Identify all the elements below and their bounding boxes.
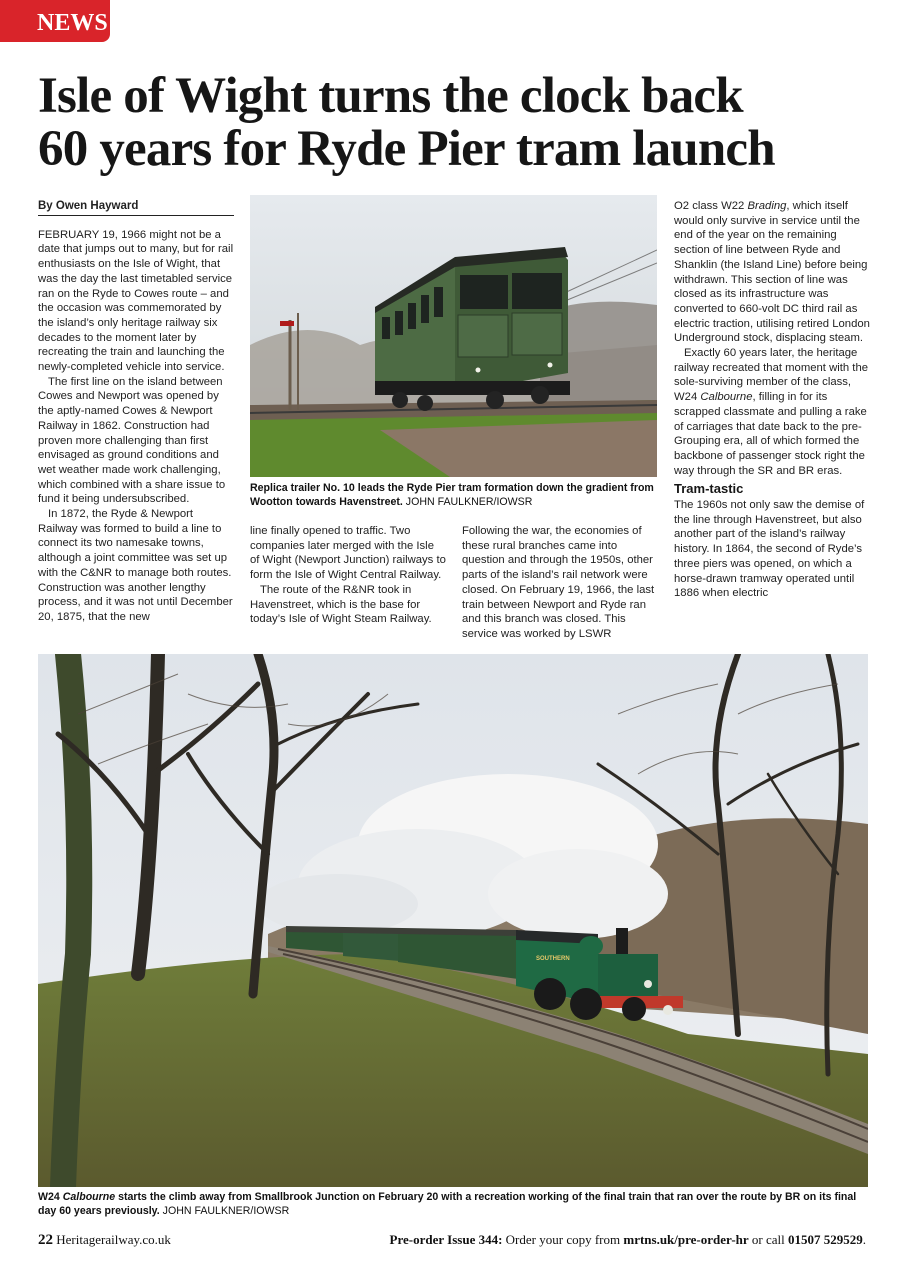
headline-line-2: 60 years for Ryde Pier tram launch (38, 121, 775, 177)
article-column-1 (38, 199, 234, 625)
tram-illustration (250, 195, 657, 477)
tram-photo (250, 195, 657, 477)
preorder-text: Order your copy from (505, 1232, 621, 1247)
page-number: 22 (38, 1232, 53, 1248)
photo-credit: JOHN FAULKNER/IOWSR (405, 496, 533, 509)
article-column-4 (674, 199, 870, 601)
footer-end: . (862, 1232, 866, 1247)
subheading: Tram-tastic (674, 481, 744, 497)
paragraph: Exactly 60 years later, the heritage railway recreated that moment with the sole-surviving member of the class, W24 Calbourne, filling in for its scrapped classmate and pulling a rake of carriages that date back to the pre-Grouping era, all of which formed the backbone of passenger stock right the way through the SR and BR eras. (674, 347, 869, 477)
article-column-3 (462, 524, 658, 642)
paragraph: The route of the R&NR took in Havenstreet, which is the base for today’s Isle of Wight Steam Railway. (250, 583, 432, 626)
paragraph: line finally opened to traffic. Two companies later merged with the Isle of Wight (Newport Junction) railways to form the Isle of Wight Central Railway. (250, 525, 446, 582)
paragraph: In 1872, the Ryde & Newport Railway was formed to build a line to connect its two namesake towns, although a joint committee was set up with the C&NR to manage both routes. Construction was another lengthy process, and it was not until December 20, 1875, that the new (38, 508, 233, 623)
call-text: or call (751, 1232, 785, 1247)
photo-credit: JOHN FAULKNER/IOWSR (162, 1205, 290, 1218)
paragraph: The 1960s not only saw the demise of the line through Havenstreet, but also another part of the island’s railway history. In 1864, the second of Ryde’s three piers was opened, on which a horse-drawn tramway operated until 1886 when electric (674, 499, 865, 600)
loco-lettering: SOUTHERN (536, 956, 570, 962)
loco-name: Calbourne (62, 1191, 116, 1203)
steam-train-illustration (38, 654, 868, 1187)
article-column-2 (250, 524, 446, 627)
website-name: Heritagerailway.co.uk (56, 1232, 171, 1247)
tram-photo-caption (250, 481, 660, 509)
paragraph: FEBRUARY 19, 1966 might not be a date that jumps out to many, but for rail enthusiasts on the Isle of Wight, that was the day the last timetabled service ran on the Ryde to Cowes route – and the occasion was commemorated by the island’s only heritage railway six decades to the moment later by recreating the train and launching the newly-completed vehicle into service. (38, 228, 234, 374)
loco-name: Brading (747, 200, 787, 212)
paragraph: Following the war, the economies of these rural branches came into question and through the 1950s, other parts of the island’s rail network were closed. On February 19, 1966, the last train between Newport and Ryde ran and this branch was closed. This service was worked by LSWR (462, 525, 655, 640)
preorder-label: Pre-order Issue 344: (389, 1232, 503, 1247)
loco-name: Calbourne (700, 391, 753, 404)
preorder-link[interactable]: mrtns.uk/pre-order-hr (623, 1232, 749, 1247)
headline (38, 70, 888, 176)
paragraph: O2 class W22 Brading, which itself would only survive in service until the end of the year on the remaining section of line between Ryde and Shanklin (the Island Line) before being withdrawn. This section of line was closed as its infrastructure was converted to 660-volt DC third rail as electric traction, utilising retired London Underground stock, displacing steam. (674, 200, 870, 345)
byline: By Owen Hayward (38, 199, 234, 216)
section-tab: NEWS (0, 0, 110, 42)
footer-left (38, 1232, 171, 1249)
headline-line-1: Isle of Wight turns the clock back (38, 68, 743, 124)
footer-right (390, 1232, 866, 1248)
phone-number: 01507 529529 (788, 1232, 863, 1247)
caption-text: Replica trailer No. 10 leads the Ryde Pier tram formation down the gradient from Wootton towards Havenstreet. (250, 482, 654, 509)
paragraph: The first line on the island between Cowes and Newport was opened by the aptly-named Cowes & Newport Railway in 1862. Construction had proven more challenging than first envisaged as ground conditions and wet weather made work challenging, which combined with a share issue to fund it being undersubscribed. (38, 375, 226, 506)
caption-text: W24 Calbourne starts the climb away from Smallbrook Junction on February 20 with a recreation working of the final train that ran over the route by BR on its final day 60 years previously. (38, 1191, 857, 1218)
steam-train-photo (38, 654, 868, 1187)
steam-train-photo-caption (38, 1190, 873, 1218)
